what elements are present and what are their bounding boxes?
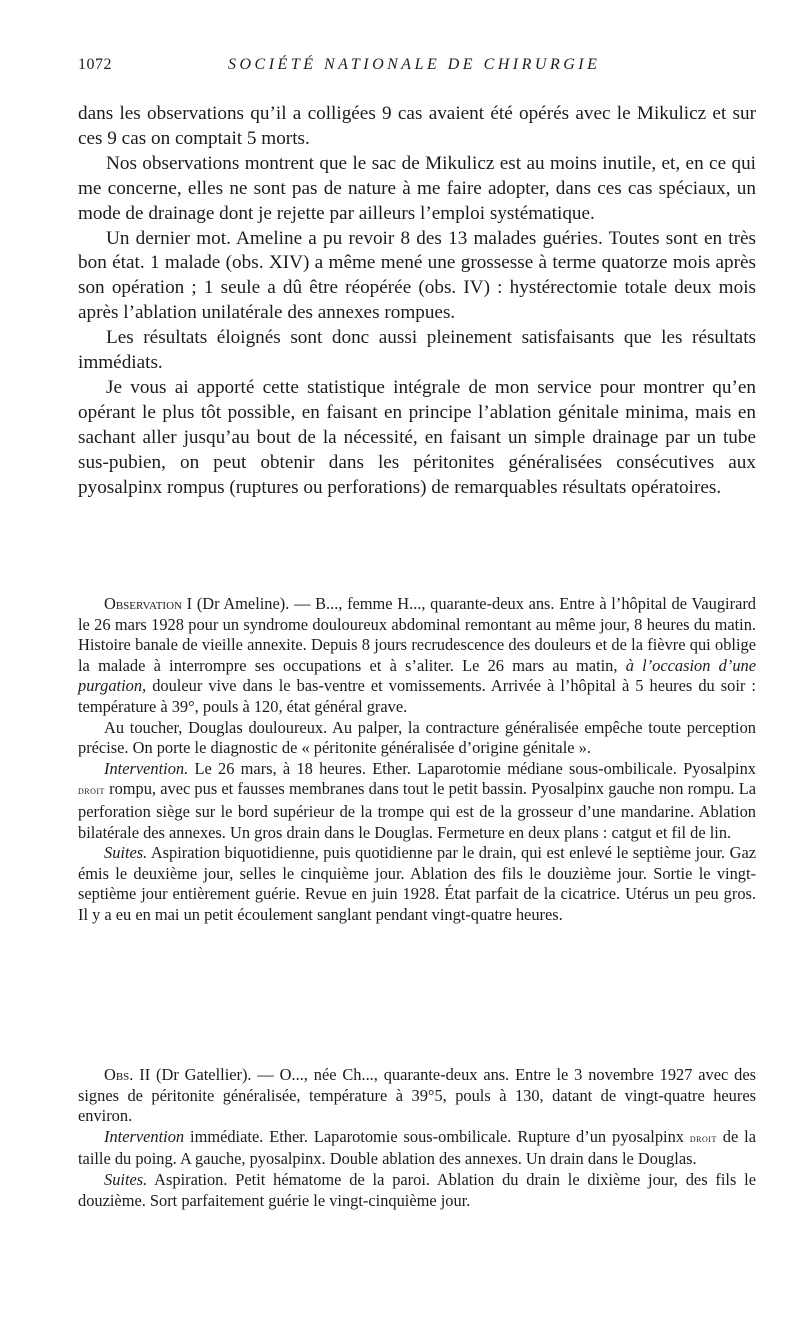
obs1-intervention-a: Le 26 mars, à 18 heures. Ether. Laparotomie médiane sous-ombilicale. Pyosalpinx xyxy=(188,758,756,778)
paragraph-2: Nos observations montrent que le sac de Mikulicz est au moins inutile, et, en ce qui me concerne, elles ne sont pas de nature à me faire adopter, dans ces cas spéciaux, un mode de drainage dont je rejette par ailleurs l’emploi systématique. xyxy=(78,152,756,224)
observation-1 xyxy=(78,594,756,926)
obs2-suites xyxy=(78,1170,756,1211)
obs2-intervention-b: de la taille du poing. A gauche, pyosalpinx. Double ablation des annexes. Un drain dans le Douglas. xyxy=(78,1126,756,1169)
running-header xyxy=(78,56,756,82)
obs2-intro-text: — O..., née Ch..., quarante-deux ans. Entre le 3 novembre 1927 avec des signes de péritonite généralisée, température à 39°5, pouls à 130, datant de vingt-quatre heures environ. xyxy=(78,1065,756,1126)
paragraph-1: dans les observations qu’il a colligées 9 cas avaient été opérés avec le Mikulicz et sur ces 9 cas on comptait 5 morts. xyxy=(78,103,756,149)
paragraph-5: Je vous ai apporté cette statistique intégrale de mon service pour montrer qu’en opérant le plus tôt possible, en faisant en principe l’ablation génitale minima, mais en sachant aller jusqu’au bout de la nécessité, en faisant un simple drainage par un tube sus-pubien, on peut obtenir dans les péritonites généralisées consécutives aux pyosalpinx rompus (ruptures ou perforations) de remarquables résultats opératoires. xyxy=(78,376,756,498)
obs1-suites-text: Aspiration biquotidienne, puis quotidienne par le drain, qui est enlevé le septième jour. Gaz émis le deuxième jour, selles le cinquième jour. Ablation des fils le douzième jour. Sortie le vingt-septième jour entièrement guérie. Revue en juin 1928. État parfait de la cicatrice. Utérus un peu gros. Il y a eu en mai un petit écoulement sanglant pendant vingt-quatre heures. xyxy=(78,843,756,924)
obs1-intro-italic: à l’occasion d’une purgation, xyxy=(78,655,756,696)
obs2-label: Obs. II xyxy=(104,1065,151,1084)
page-number: 1072 xyxy=(78,56,112,73)
obs1-intro-text: — B..., femme H..., quarante-deux ans. Entre à l’hôpital de Vaugirard le 26 mars 1928 pour un syndrome douloureux abdominal remontant au même jour, 8 heures du matin. Histoire banale de vieille annexite. Depuis 8 jours recrudescence des douleurs et de la fièvre qui oblige la malade à interrompre ses occupations et à s’aliter. Le 26 mars au matin, xyxy=(78,594,756,675)
obs2-doctor: (Dr Gatellier). xyxy=(156,1065,252,1084)
main-text xyxy=(78,102,756,501)
obs1-intro xyxy=(78,594,756,718)
paragraph-3: Un dernier mot. Ameline a pu revoir 8 des 13 malades guéries. Toutes sont en très bon état. 1 malade (obs. XIV) a même mené une grossesse à terme quatorze mois après son opération ; 1 seule a dû être réopérée (obs. IV) : hystérectomie totale deux mois après l’ablation unilatérale des annexes rompues. xyxy=(78,227,756,324)
obs1-suites xyxy=(78,843,756,925)
obs2-suites-label: Suites. xyxy=(104,1169,148,1189)
running-title: SOCIÉTÉ NATIONALE DE CHIRURGIE xyxy=(228,56,601,73)
obs2-droit: droit xyxy=(689,1132,717,1145)
obs2-suites-text: Aspiration. Petit hématome de la paroi. Ablation du drain le dixième jour, des fils le douzième. Sort parfaitement guérie le vingt-cinquième jour. xyxy=(78,1169,756,1210)
obs1-exam: Au toucher, Douglas douloureux. Au palper, la contracture généralisée empêche toute perception précise. On porte le diagnostic de « péritonite généralisée d’origine génitale ». xyxy=(78,717,756,758)
obs2-intervention-a: immédiate. Ether. Laparotomie sous-ombilicale. Rupture d’un pyosalpinx xyxy=(184,1126,690,1146)
obs1-suites-label: Suites. xyxy=(104,843,148,863)
obs1-label: Observation I xyxy=(104,594,193,613)
observation-2 xyxy=(78,1065,756,1211)
obs2-intervention xyxy=(78,1127,756,1170)
obs1-doctor: (Dr Ameline). xyxy=(196,594,290,613)
paragraph-4: Les résultats éloignés sont donc aussi pleinement satisfaisants que les résultats immédiats. xyxy=(78,327,756,374)
obs2-intro xyxy=(78,1065,756,1127)
obs1-intervention-b: rompu, avec pus et fausses membranes dans tout le petit bassin. Pyosalpinx gauche non rompu. La perforation siège sur le bord supérieur de la trompe qui est de la grosseur d’une mandarine. Ablation bilatérale des annexes. Un gros drain dans le Douglas. Fermeture en deux plans : catgut et fil de lin. xyxy=(78,779,756,842)
obs1-intro-end: douleur vive dans le bas-ventre et vomissements. Arrivée à l’hôpital à 5 heures du soir : température à 39°, pouls à 120, état général grave. xyxy=(78,676,756,716)
obs1-intervention-label: Intervention. xyxy=(104,758,189,778)
obs1-droit: droit xyxy=(78,785,105,798)
obs2-intervention-label: Intervention xyxy=(104,1126,185,1146)
obs1-intervention xyxy=(78,759,756,843)
